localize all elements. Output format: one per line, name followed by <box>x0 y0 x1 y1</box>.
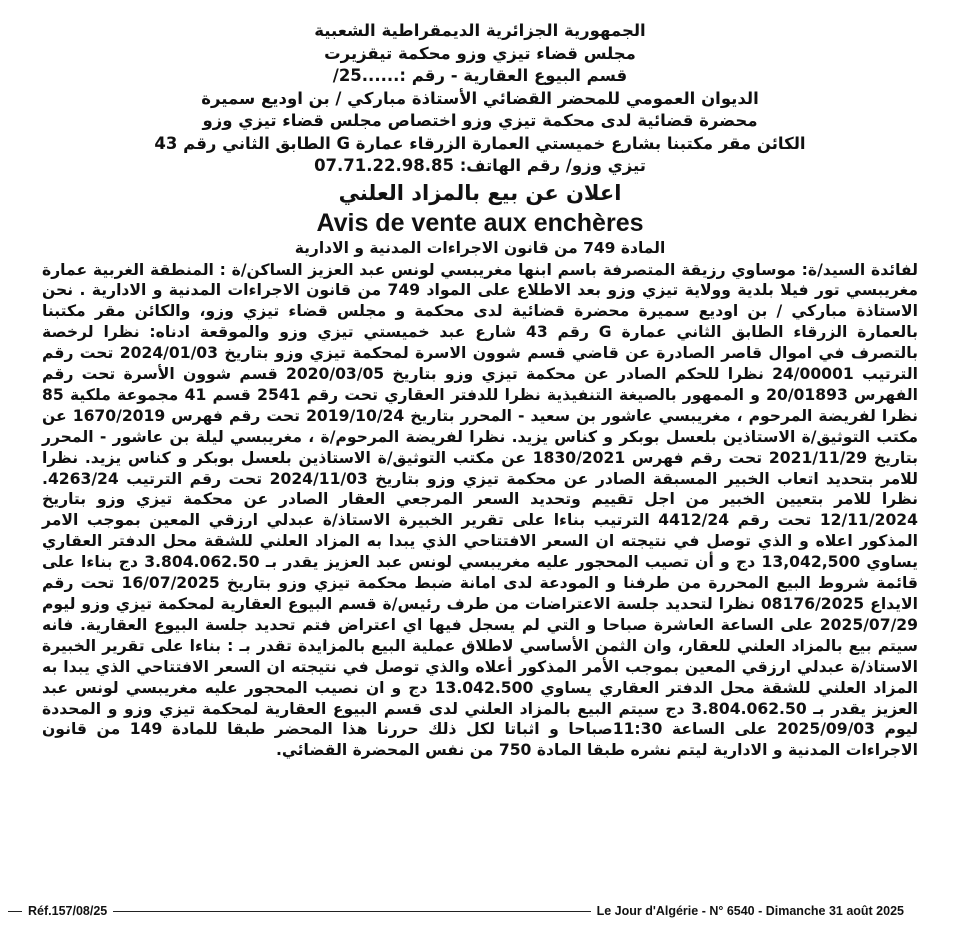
page-footer <box>4 904 904 918</box>
notice-header <box>42 20 918 259</box>
office-address: الكائن مقر مكتبنا بشارع خميستي العمارة الزرقاء عمارة G الطابق الثاني رقم 43 <box>154 133 806 153</box>
notice-body <box>42 260 918 762</box>
republic-name: الجمهورية الجزائرية الديمقراطية الشعبية <box>314 21 646 40</box>
footer-rule-left <box>8 911 22 912</box>
notice-title-french: Avis de vente aux enchères <box>316 208 644 237</box>
publication-info: Le Jour d'Algérie - N° 6540 - Dimanche 31 août 2025 <box>596 904 904 918</box>
section-number: قسم البيوع العقارية - رقم :......25/ <box>332 66 628 85</box>
notice-body-text: لفائدة السيد/ة: موساوي رزيقة المتصرفة باسم ابنها مغريبسي لونس عبد العزيز الساكن/ة : المنطقة الغربية عمارة مغريبسي تور فيلا بلدية وولاية تيزي وزو بعد الاطلاع على المواد 749 من قانون الاجراءات المدنية و الادارية . نحن الاستاذة مباركي / بن اوديع سميرة محضرة قضائية لدى محكمة و مجلس قضاء تيزي وزو، والكائن مقر مكتبنا بالعمارة الزرقاء الطابق الثاني عمارة G رقم 43 شارع عبد خميستي تيزي وزو والموقعة ادناه: نظرا لرخصة بالتصرف في اموال قاصر الصادرة عن قاضي قسم شوون الاسرة لمحكمة تيزي وزو بتاريخ 2024/01/03 تحت رقم الترتيب 24/00001 نظرا للحكم الصادر عن محكمة تيزي وزو بتاريخ 2020/03/05 قسم شوون الأسرة تحت رقم الفهرس 20/01893 و الممهور بالصيغة التنفيذية نظرا للدفتر العقاري تحت رقم 2541 قسم 41 مجموعة ملكية 85 نظرا لفريضة المرحوم ، مغريبسي عاشور بن سعيد - المحرر بتاريخ 2019/10/24 تحت رقم فهرس 1670/2019 عن مكتب التوثيق/ة الاستاذين بلعسل بوبكر و كناس يزيد. نظرا لفريضة المرحوم/ة ، مغريبسي ليلة بن عاشور - المحرر بتاريخ 2021/11/29 تحت رقم فهرس 1830/2021 عن مكتب التوثيق/ة الاستاذين بلعسل بوبكر و كناس يزيد. نظرا للامر بتحديد اتعاب الخبير المسبقة الصادر عن محكمة تيزي وزو بتاريخ 2024/11/03 تحت رقم الترتيب 4263/24. نظرا للامر بتعيين الخبير من اجل تقييم وتحديد السعر المرجعي العقار الصادر عن محكمة تيزي وزو بتاريخ 12/11/2024 تحت رقم 4412/24 الترتيب بناءا على تقرير الخبيرة الاستاذ/ة عبدلي ارزقي المعين بموجب الامر المذكور اعلاه و الذي توصل في نتيجته ان السعر الافتتاحي الذي يبدا به المزاد العلني للشقة محل الدفتر العقاري يساوي 13,042,500 دج و أن تصيب المحجور عليه مغريبسي لونس عبد العزيز يقدر بـ 3.804.062.50 دج بناءا على قائمة شروط البيع المحررة من طرفنا و المودعة لدى امانة ضبط محكمة تيزي وزو بتاريخ 16/07/2025 تحت رقم الايداع 08176/2025 نظرا لتحديد جلسة الاعتراضات من طرف رئيس/ة قسم البيوع العقارية لمحكمة تيزي وزو ليوم 2025/07/29 على الساعة العاشرة صباحا و التي لم يسجل فيها اي اعتراض فتم تحديد جلسة البيوع العقارية. فانه سيتم بيع بالمزاد العلني للعقار، وان الثمن الأساسي لاطلاق عملية البيع بالمزايدة تقدر بـ : بناءا على تقرير الخبيرة الاستاذ/ة عبدلي ارزقي المعين بموجب الأمر المذكور أعلاه والذي توصل في نتيجته ان السعر الافتتاحي الذي يبدا به المزاد العلني للشقة محل الدفتر العقاري يساوي 13.042.500 دج و ان نصيب المحجور عليه مغريبسي لونس عبد العزيز يقدر بـ 3.804.062.50 دج سيتم البيع بالمزاد العلني لدى قسم البيوع العقارية لمحكمة تيزي وزو و المحددة ليوم 2025/09/03 على الساعة 11:30صباحا و اثباتا لكل ذلك حررنا هذا المحضر طبقا للمادة 149 من قانون الاجراءات المدنية و الادارية ليتم نشره طبقا المادة 750 من نفس المحضرة القضائي. <box>42 260 919 760</box>
court-name: مجلس قضاء تيزي وزو محكمة تيقزيرت <box>324 43 636 63</box>
bailiff-office: الديوان العمومي للمحضر القضائي الأستاذة مباركي / بن اوديع سميرة <box>201 88 759 108</box>
notice-title-arabic: اعلان عن بيع بالمزاد العلني <box>338 180 622 205</box>
office-phone: تيزي وزو/ رقم الهاتف: 07.71.22.98.85 <box>314 156 646 175</box>
footer-rule <box>113 911 590 912</box>
reference-number: Réf.157/08/25 <box>28 904 108 918</box>
legal-basis: المادة 749 من قانون الاجراءات المدنية و الادارية <box>294 238 666 257</box>
office-jurisdiction: محضرة قضائية لدى محكمة تيزي وزو اختصاص مجلس قضاء تيزي وزو <box>202 111 758 130</box>
